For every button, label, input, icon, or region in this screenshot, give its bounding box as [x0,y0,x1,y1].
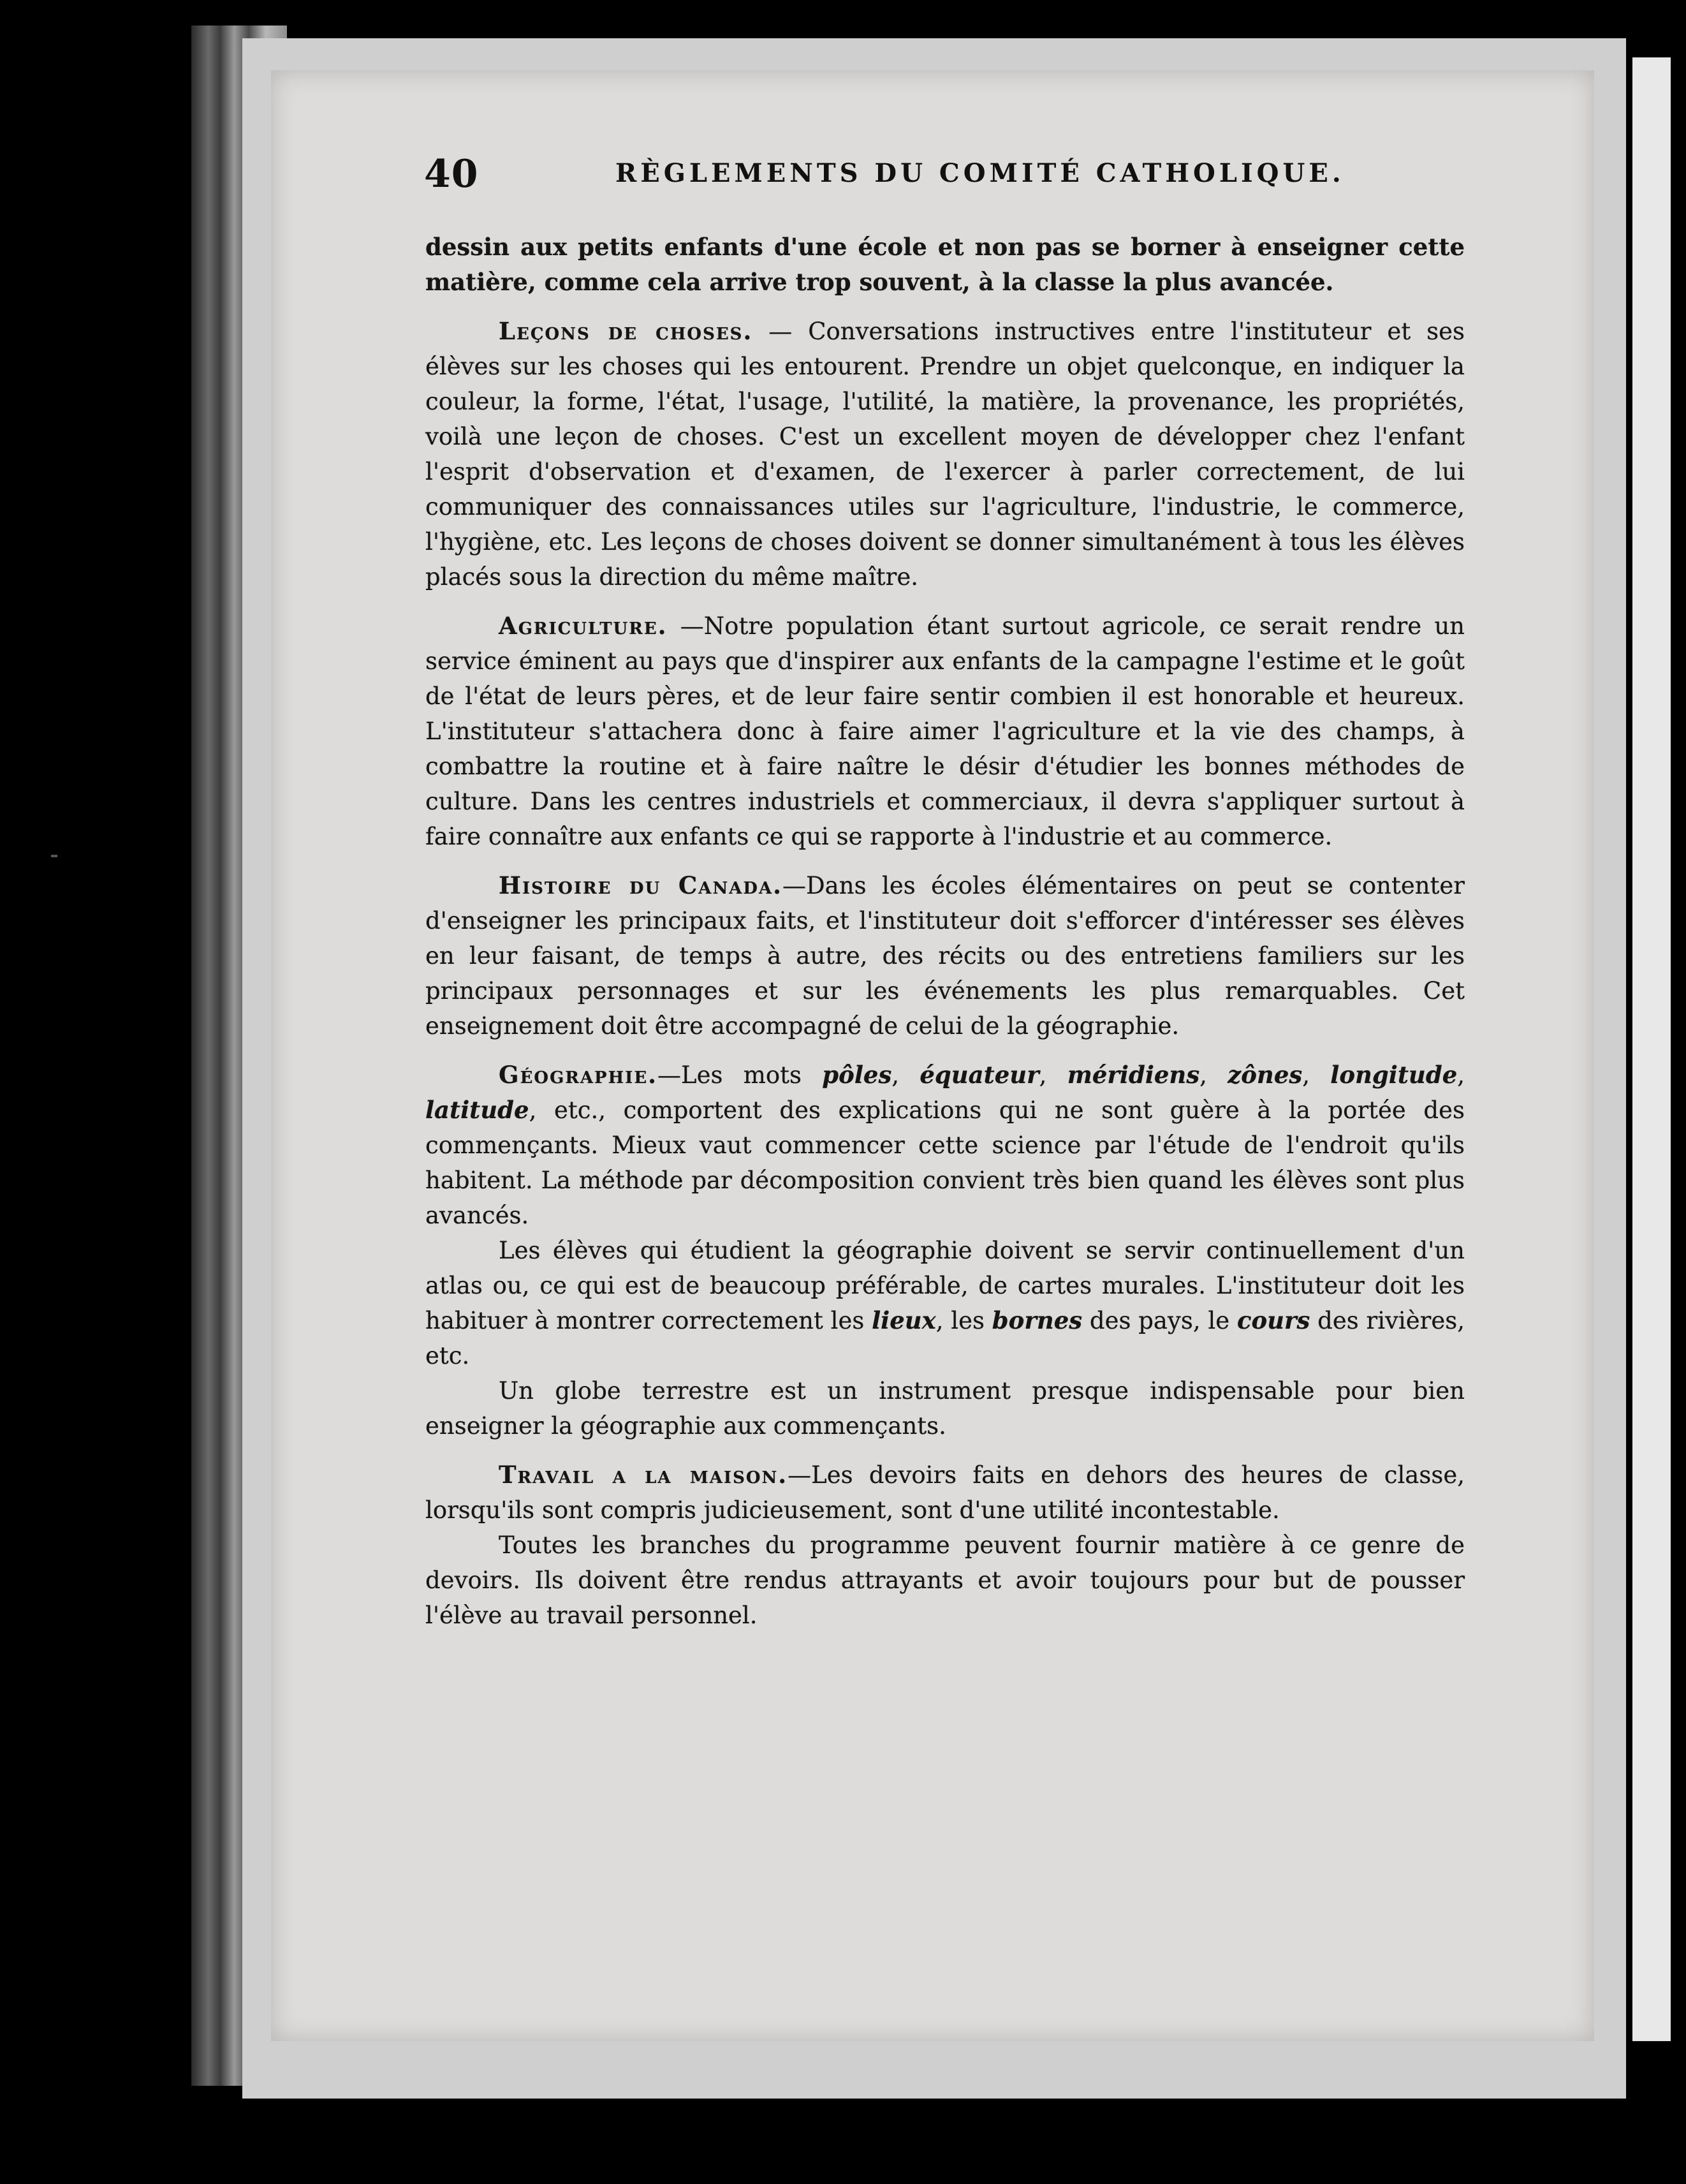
travail-paragraph-2 [425,1528,1465,1633]
page-body [425,230,1465,1633]
paragraph-text: des rivières, etc. [425,1307,1465,1369]
separator: , [891,1061,920,1089]
running-title: RÈGLEMENTS DU COMITÉ CATHOLIQUE. [615,158,1345,188]
section-agriculture [425,609,1465,854]
geographie-paragraph-3 [425,1373,1465,1443]
section-text: — Conversations instructives entre l'instituteur et ses élèves sur les choses qui les entourent. Prendre un objet quelconque, en indiquer la couleur, la forme, l'état, l'usage, l'utilité, la matière, la provenance, les propriétés, voilà une leçon de choses. C'est un excellent moyen de développer chez l'enfant l'esprit d'observation et d'examen, de l'exercer à parler correctement, de lui communiquer des connaissances utiles sur l'agriculture, l'industrie, le commerce, l'hygiène, etc. Les leçons de choses doivent se donner simultanément à tous les élèves placés sous la direction du même maître. [425,318,1465,591]
section-histoire-du-canada [425,868,1465,1044]
book-page [271,70,1594,2041]
term-longitude: longitude [1330,1061,1458,1089]
separator: , [1457,1061,1465,1089]
geographie-paragraph-2 [425,1233,1465,1373]
term-cours: cours [1236,1306,1310,1334]
term-zones: zônes [1228,1061,1303,1089]
section-heading: Leçons de choses. [499,317,753,345]
section-travail-a-la-maison [425,1457,1465,1528]
section-geographie [425,1058,1465,1233]
term-lieux: lieux [872,1306,936,1334]
scan-speck [51,855,57,857]
section-text: , etc., comportent des explications qui ne sont guère à la portée des commençants. Mieux vaut commencer cette science par l'étude de l'endroit qu'ils habitent. La méthode par décomposition convient très bien quand les élèves sont plus avancés. [425,1096,1465,1229]
term-meridiens: méridiens [1067,1061,1200,1089]
separator: , [1199,1061,1228,1089]
section-text: —Notre population étant surtout agricole, ce serait rendre un service éminent au pays que d'inspirer aux enfants de la campagne l'estime et le goût de l'état de leurs pères, et de leur faire sentir combien il est honorable et heureux. L'instituteur s'attachera donc à faire aimer l'agriculture et la vie des champs, à combattre la routine et à faire naître le désir d'étudier les bonnes méthodes de culture. Dans les centres industriels et commerciaux, il devra s'appliquer surtout à faire connaître aux enfants ce qui se rapporte à l'industrie et au commerce. [425,612,1465,850]
term-bornes: bornes [992,1306,1083,1334]
section-text: —Les mots [657,1061,823,1089]
section-heading: Travail a la maison. [499,1461,788,1489]
term-latitude: latitude [425,1096,529,1124]
paragraph-text: Toutes les branches du programme peuvent fournir matière à ce genre de devoirs. Ils doivent être rendus attrayants et avoir toujours pour but de pousser l'élève au travail personnel. [425,1531,1465,1629]
term-equateur: équateur [920,1061,1039,1089]
page-number: 40 [424,152,479,196]
intro-text: dessin aux petits enfants d'une école et non pas se borner à enseigner cette matière, comme cela arrive trop souvent, à la classe la plus avancée. [425,233,1465,296]
paragraph-text: , les [935,1307,992,1334]
section-heading: Histoire du Canada. [499,871,783,899]
section-text: —Dans les écoles élémentaires on peut se contenter d'enseigner les principaux faits, et l'instituteur doit s'efforcer d'intéresser ses élèves en leur faisant, de temps à autre, des récits ou des entretiens familiers sur les principaux personnages et sur les événements les plus remarquables. Cet enseignement doit être accompagné de celui de la géographie. [425,872,1465,1040]
section-text: —Les devoirs faits en dehors des heures de classe, lorsqu'ils sont compris judicieusement, sont d'une utilité incontestable. [425,1461,1465,1524]
paragraph-text: Les élèves qui étudient la géographie doivent se servir continuellement d'un atlas ou, ce qui est de beaucoup préférable, de cartes murales. L'instituteur doit les habituer à montrer correctement les [425,1237,1465,1334]
section-lecons-de-choses [425,314,1465,594]
page-header [424,152,1559,203]
term-poles: pôles [822,1061,892,1089]
paragraph-text: des pays, le [1082,1307,1237,1334]
intro-paragraph [425,230,1465,300]
section-heading: Géographie. [499,1061,658,1089]
paragraph-text: Un globe terrestre est un instrument presque indispensable pour bien enseigner la géographie aux commençants. [425,1377,1465,1440]
separator: , [1302,1061,1331,1089]
section-heading: Agriculture. [499,612,668,640]
separator: , [1039,1061,1067,1089]
facing-page-edge [1632,57,1671,2041]
